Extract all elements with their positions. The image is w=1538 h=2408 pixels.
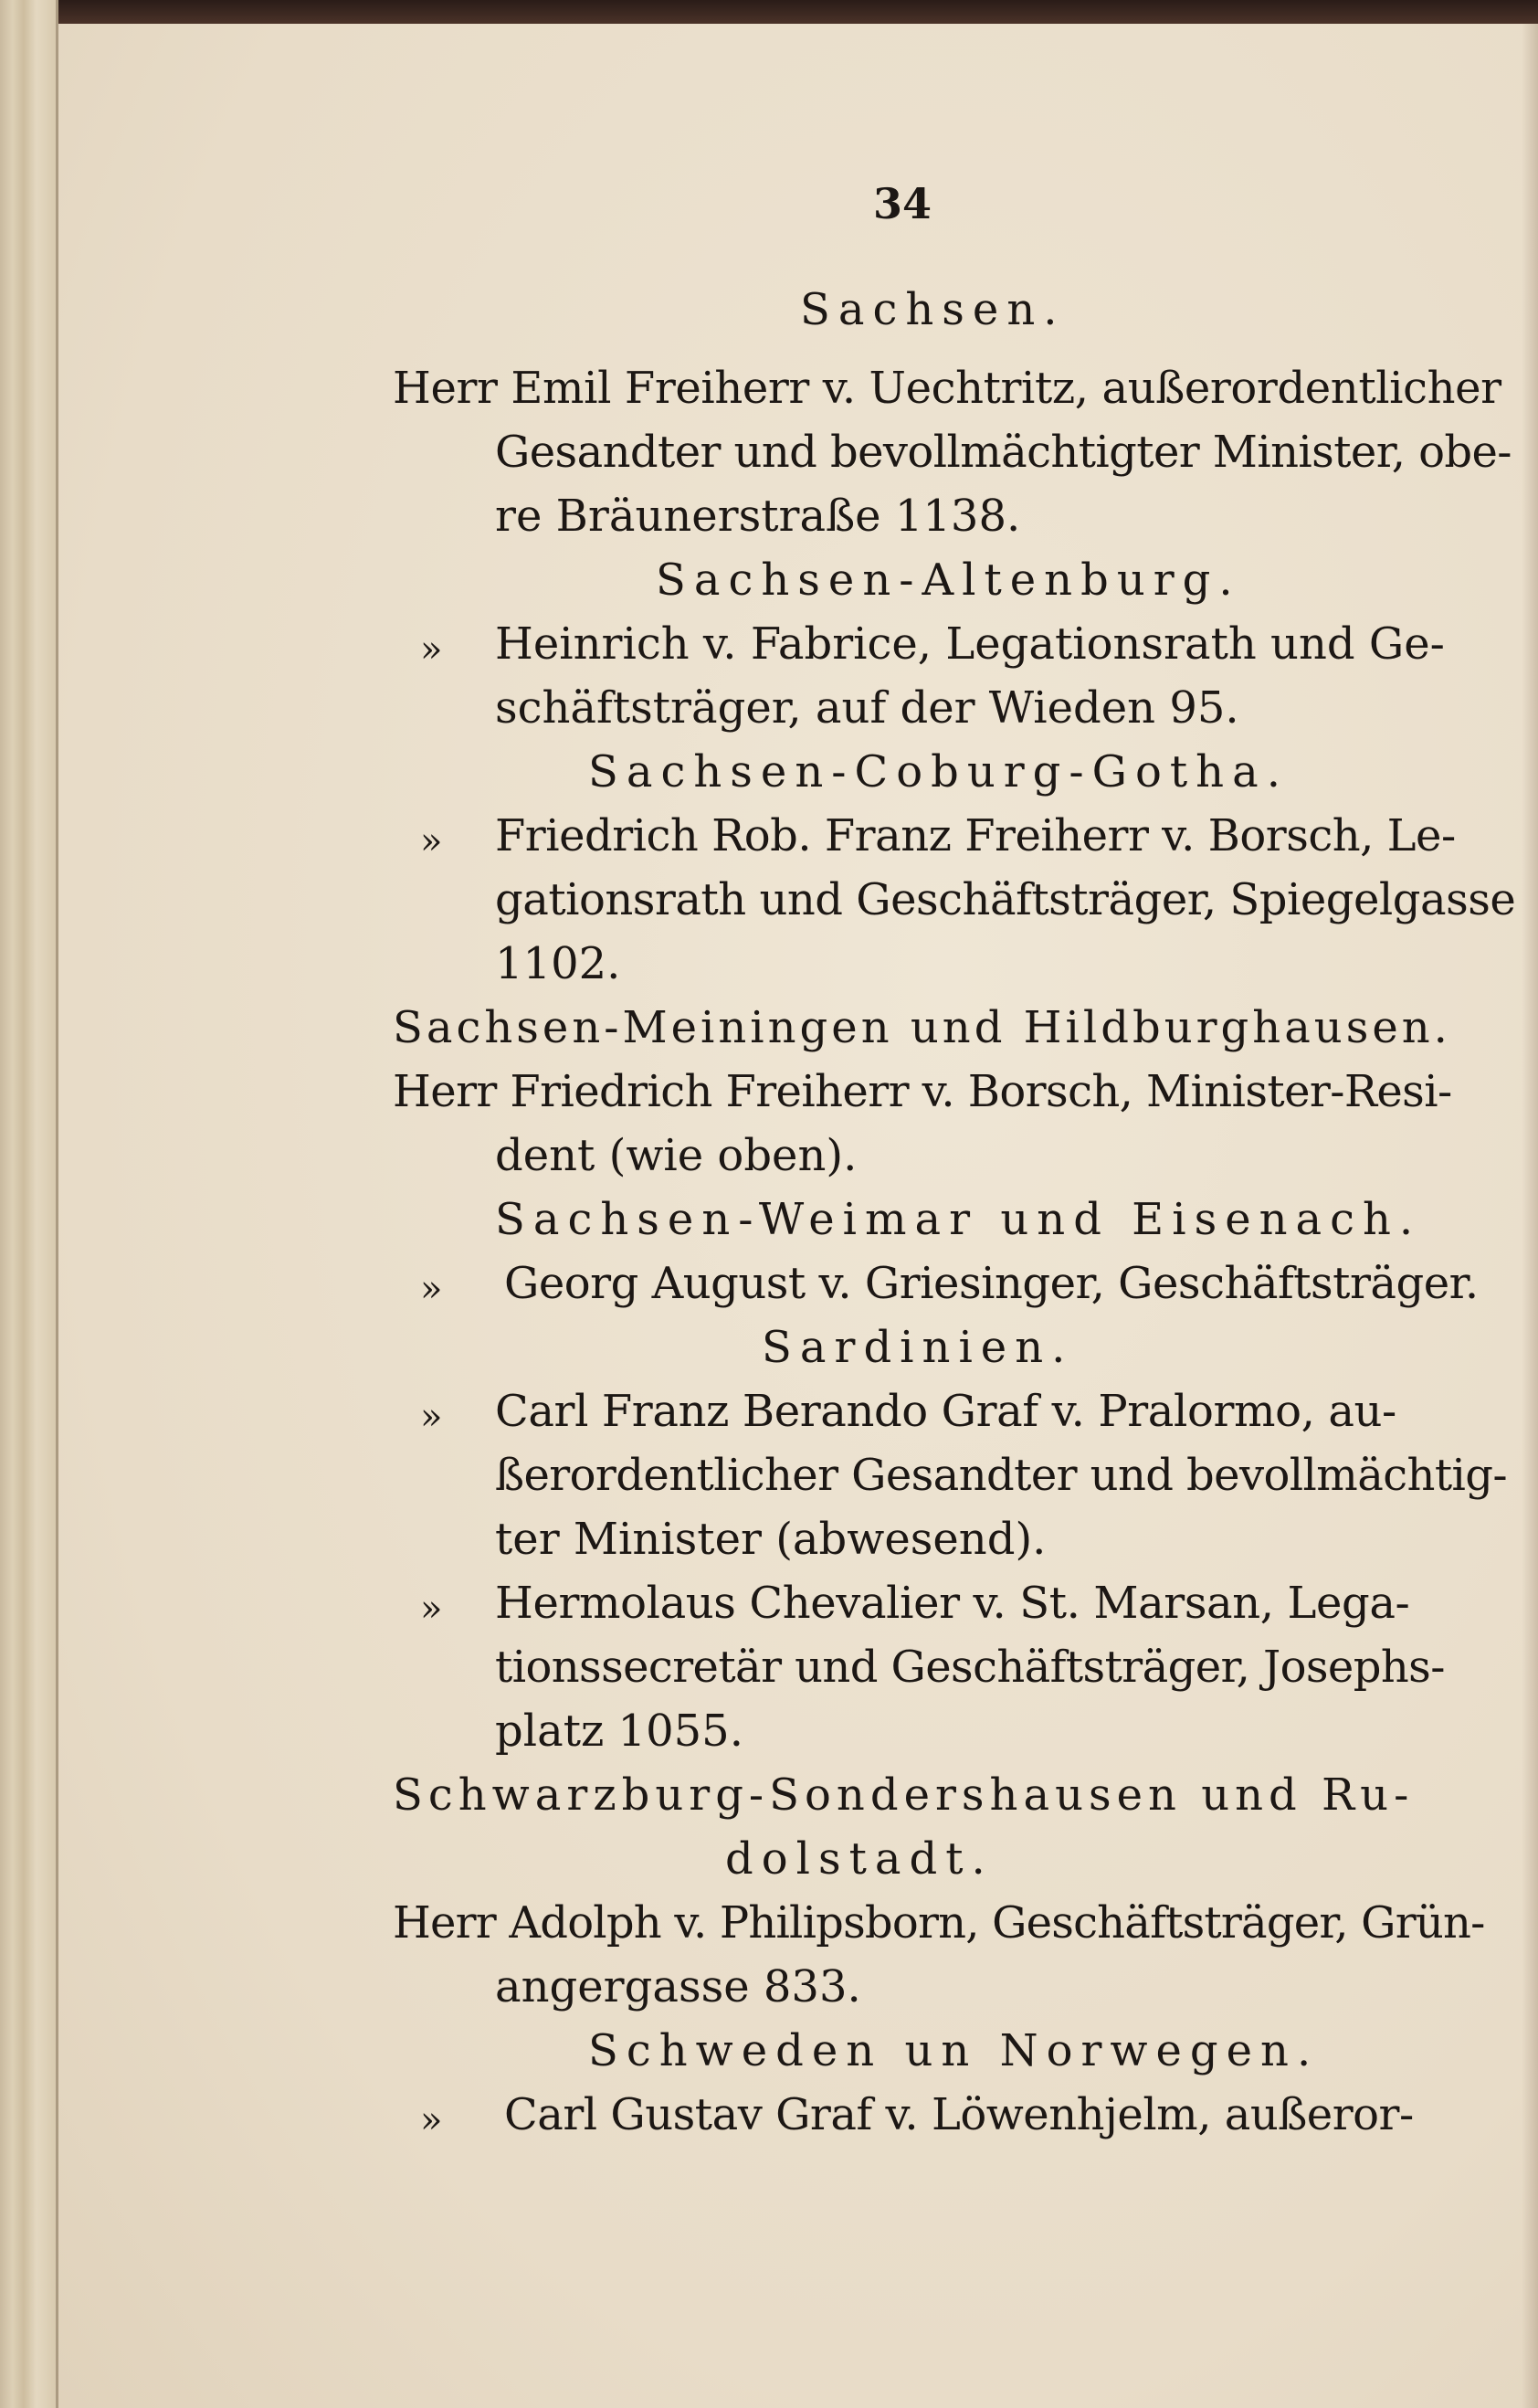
section-heading-sachsen: Sachsen.	[800, 284, 1066, 335]
entry-line: Carl Gustav Graf v. Löwenhjelm, außeror-	[504, 2089, 1414, 2140]
section-heading-sachsen-coburg-gotha: Sachsen-Coburg-Gotha.	[588, 746, 1289, 797]
section-heading-sachsen-altenburg: Sachsen-Altenburg.	[656, 554, 1241, 606]
entry-line: Herr Friedrich Freiherr v. Borsch, Minister-Resi-	[393, 1066, 1452, 1117]
ditto-mark: »	[420, 1396, 443, 1438]
book-page-stack-edge	[0, 0, 58, 2408]
ditto-mark: »	[420, 1268, 443, 1310]
entry-line: dent (wie oben).	[495, 1130, 858, 1181]
entry-line: schäftsträger, auf der Wieden 95.	[495, 682, 1239, 734]
section-heading-schweden: Schweden un Norwegen.	[588, 2025, 1320, 2076]
page-shadow	[1522, 24, 1538, 2408]
section-heading-sardinien: Sardinien.	[762, 1322, 1074, 1373]
entry-line: re Bräunerstraße 1138.	[495, 491, 1021, 542]
book-page	[58, 24, 1538, 2408]
entry-line: Hermolaus Chevalier v. St. Marsan, Lega-	[495, 1578, 1410, 1629]
ditto-mark: »	[420, 820, 443, 862]
page-number: 34	[873, 179, 932, 228]
book-top-edge	[0, 0, 1538, 24]
entry-line: Heinrich v. Fabrice, Legationsrath und Ge-	[495, 618, 1445, 670]
section-heading-sachsen-weimar: Sachsen-Weimar und Eisenach.	[495, 1194, 1422, 1245]
ditto-mark: »	[420, 2099, 443, 2141]
entry-line: Herr Adolph v. Philipsborn, Geschäftsträger, Grün-	[393, 1897, 1485, 1949]
entry-line: ßerordentlicher Gesandter und bevollmächtig-	[495, 1450, 1508, 1501]
ditto-mark: »	[420, 1588, 443, 1630]
ditto-mark: »	[420, 628, 443, 671]
entry-line: Georg August v. Griesinger, Geschäftsträger.	[504, 1258, 1479, 1309]
entry-line: ter Minister (abwesend).	[495, 1514, 1047, 1565]
section-heading-schwarzburg-cont: dolstadt.	[725, 1833, 994, 1885]
entry-line: tionssecretär und Geschäftsträger, Josephs-	[495, 1642, 1445, 1693]
entry-line: Gesandter und bevollmächtigter Minister, obe-	[495, 427, 1512, 478]
entry-line: 1102.	[495, 938, 621, 989]
entry-line: angergasse 833.	[495, 1961, 861, 2012]
section-heading-schwarzburg: Schwarzburg-Sondershausen und Ru-	[393, 1769, 1415, 1821]
section-heading-sachsen-meiningen: Sachsen-Meiningen und Hildburghausen.	[393, 1002, 1451, 1053]
entry-line: gationsrath und Geschäftsträger, Spiegelgasse	[495, 874, 1516, 925]
entry-line: Herr Emil Freiherr v. Uechtritz, außerordentlicher	[393, 363, 1501, 414]
entry-line: Friedrich Rob. Franz Freiherr v. Borsch, Le-	[495, 810, 1456, 861]
entry-line: Carl Franz Berando Graf v. Pralormo, au-	[495, 1386, 1396, 1437]
entry-line: platz 1055.	[495, 1706, 743, 1757]
